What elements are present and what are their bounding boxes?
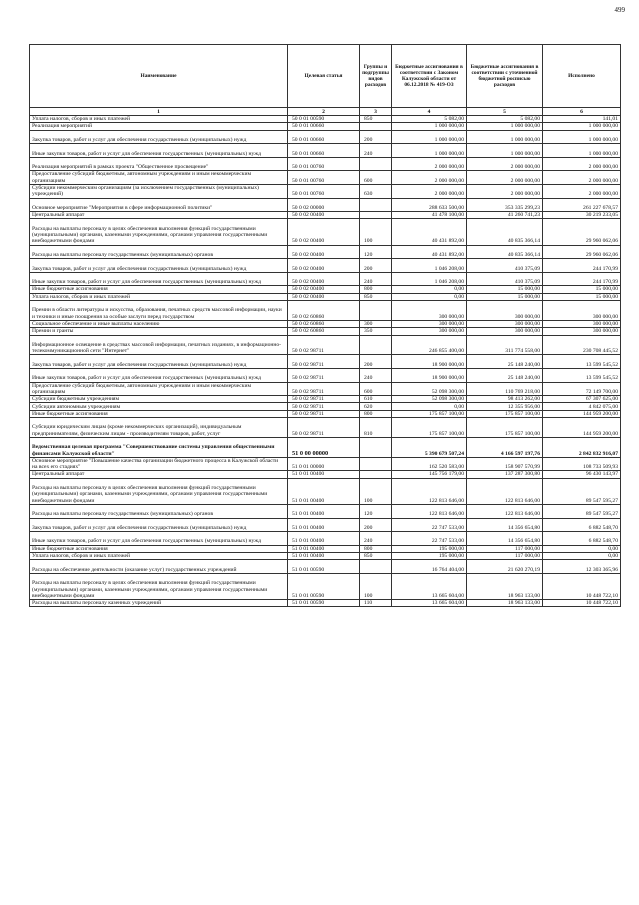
table-row <box>30 320 621 327</box>
row-expense-group-cell: 120 <box>360 245 392 259</box>
table-row <box>30 532 621 546</box>
row-target-article-cell: 50 0 02 00400 <box>288 286 360 293</box>
row-budget-refined-cell: 122 813 646,00 <box>467 504 543 518</box>
row-name-cell: Субсидии некоммерческим организациям (за исключением государственных (муниципальных) учреждений) <box>30 184 288 198</box>
table-body <box>30 116 621 607</box>
row-target-article-cell: 50 0 02 00400 <box>288 212 360 219</box>
row-target-article-cell: 50 0 02 98711 <box>288 355 360 369</box>
row-budget-law-cell: 13 665 604,00 <box>392 600 467 607</box>
table-row <box>30 410 621 417</box>
row-budget-refined-cell: 4 166 597 197,76 <box>467 437 543 457</box>
row-target-article-cell: 50 0 02 98711 <box>288 382 360 396</box>
row-expense-group-cell <box>360 301 392 321</box>
row-name-cell: Закупка товаров, работ и услуг для обеспечения государственных (муниципальных) нужд <box>30 259 288 273</box>
row-expense-group-cell <box>360 471 392 478</box>
row-target-article-cell: 50 0 01 00660 <box>288 123 360 130</box>
row-name-cell: Предоставление субсидий бюджетным, автономным учреждениям и иным некоммерческим организациям <box>30 382 288 396</box>
row-target-article-cell: 51 0 01 00400 <box>288 471 360 478</box>
row-expense-group-cell <box>360 437 392 457</box>
table-row <box>30 600 621 607</box>
row-budget-law-cell: 145 756 179,00 <box>392 471 467 478</box>
row-expense-group-cell: 610 <box>360 396 392 403</box>
row-budget-refined-cell: 2 000 000,00 <box>467 184 543 198</box>
row-budget-law-cell: 300 000,00 <box>392 301 467 321</box>
row-target-article-cell: 51 0 01 00590 <box>288 560 360 574</box>
row-target-article-cell: 51 0 00 00000 <box>288 437 360 457</box>
row-budget-law-cell: 2 000 000,00 <box>392 157 467 171</box>
row-budget-refined-cell: 41 260 741,23 <box>467 212 543 219</box>
row-budget-refined-cell: 5 082,00 <box>467 116 543 123</box>
row-budget-law-cell: 40 431 892,00 <box>392 219 467 245</box>
table-row <box>30 418 621 438</box>
row-budget-refined-cell: 117 000,00 <box>467 553 543 560</box>
row-name-cell: Основное мероприятие "Повышение качества организации бюджетного процесса в Калужской области на всех его стадиях" <box>30 457 288 471</box>
row-executed-cell: 261 227 678,57 <box>543 198 621 212</box>
row-budget-law-cell: 1 000 000,00 <box>392 130 467 144</box>
row-budget-refined-cell: 110 769 218,00 <box>467 382 543 396</box>
row-target-article-cell: 51 0 01 00590 <box>288 600 360 607</box>
row-executed-cell: 244 170,99 <box>543 259 621 273</box>
row-executed-cell: 1 000 000,00 <box>543 123 621 130</box>
table-row <box>30 286 621 293</box>
row-budget-refined-cell: 25 148 240,00 <box>467 368 543 382</box>
row-executed-cell: 0,00 <box>543 553 621 560</box>
table-row <box>30 437 621 457</box>
row-target-article-cell: 50 0 02 98711 <box>288 368 360 382</box>
row-executed-cell: 0,00 <box>543 545 621 552</box>
row-budget-refined-cell: 300 000,00 <box>467 301 543 321</box>
row-budget-law-cell: 175 857 100,00 <box>392 410 467 417</box>
row-target-article-cell: 50 0 01 00660 <box>288 130 360 144</box>
table-row <box>30 457 621 471</box>
row-name-cell: Иные бюджетные ассигнования <box>30 286 288 293</box>
table-row <box>30 504 621 518</box>
row-executed-cell: 10 448 722,10 <box>543 573 621 599</box>
row-budget-law-cell: 2 000 000,00 <box>392 184 467 198</box>
row-budget-refined-cell: 158 907 570,99 <box>467 457 543 471</box>
row-executed-cell: 29 960 062,06 <box>543 245 621 259</box>
row-target-article-cell: 51 0 01 00590 <box>288 573 360 599</box>
row-budget-law-cell: 1 046 208,00 <box>392 259 467 273</box>
row-executed-cell: 6 882 548,70 <box>543 518 621 532</box>
column-number: 3 <box>360 108 392 116</box>
row-expense-group-cell: 850 <box>360 553 392 560</box>
row-expense-group-cell: 200 <box>360 130 392 144</box>
row-budget-law-cell: 0,00 <box>392 286 467 293</box>
row-name-cell: Иные закупки товаров, работ и услуг для обеспечения государственных (муниципальных) нужд <box>30 532 288 546</box>
header-budget-refined: Бюджетные ассигнования в соответствии с уточненной бюджетной росписью расходов <box>467 45 543 108</box>
row-budget-refined-cell: 18 963 133,00 <box>467 600 543 607</box>
row-budget-refined-cell: 410 375,09 <box>467 272 543 286</box>
row-expense-group-cell: 240 <box>360 144 392 158</box>
row-name-cell: Расходы на выплаты персоналу в целях обеспечения выполнения функций государственными (муниципальными) органами, казенными учреждениями, органами управления государственными внебюджетными фондами <box>30 478 288 504</box>
row-expense-group-cell: 300 <box>360 320 392 327</box>
header-budget-law: Бюджетные ассигнования в соответствии с Законом Калужской области от 06.12.2018 № 419-ОЗ <box>392 45 467 108</box>
row-budget-refined-cell: 15 000,00 <box>467 293 543 300</box>
row-executed-cell: 89 547 595,27 <box>543 478 621 504</box>
row-expense-group-cell: 110 <box>360 600 392 607</box>
row-name-cell: Уплата налогов, сборов и иных платежей <box>30 293 288 300</box>
table-row <box>30 545 621 552</box>
row-budget-law-cell: 5 082,00 <box>392 116 467 123</box>
row-executed-cell: 67 307 625,00 <box>543 396 621 403</box>
table-row <box>30 123 621 130</box>
row-budget-law-cell: 1 000 000,00 <box>392 144 467 158</box>
column-number: 1 <box>30 108 288 116</box>
row-executed-cell: 144 959 200,00 <box>543 410 621 417</box>
header-executed: Исполнено <box>543 45 621 108</box>
row-target-article-cell: 51 0 01 00400 <box>288 553 360 560</box>
row-name-cell: Иные закупки товаров, работ и услуг для обеспечения государственных (муниципальных) нужд <box>30 368 288 382</box>
row-target-article-cell: 51 0 01 00400 <box>288 504 360 518</box>
row-budget-refined-cell: 353 335 299,23 <box>467 198 543 212</box>
row-name-cell: Закупка товаров, работ и услуг для обеспечения государственных (муниципальных) нужд <box>30 130 288 144</box>
row-name-cell: Субсидии бюджетным учреждениям <box>30 396 288 403</box>
row-budget-refined-cell: 14 356 654,80 <box>467 532 543 546</box>
column-number: 5 <box>467 108 543 116</box>
row-expense-group-cell: 200 <box>360 355 392 369</box>
row-expense-group-cell <box>360 560 392 574</box>
row-budget-law-cell: 300 000,00 <box>392 320 467 327</box>
row-budget-refined-cell: 2 000 000,00 <box>467 171 543 185</box>
header-name: Наименование <box>30 45 288 108</box>
row-executed-cell: 12 303 365,96 <box>543 560 621 574</box>
row-target-article-cell: 50 0 02 98711 <box>288 403 360 410</box>
row-executed-cell: 2 000 000,00 <box>543 157 621 171</box>
row-name-cell: Расходы на выплаты персоналу государственных (муниципальных) органов <box>30 504 288 518</box>
row-name-cell: Расходы на обеспечение деятельности (оказание услуг) государственных учреждений <box>30 560 288 574</box>
row-executed-cell: 141,01 <box>543 116 621 123</box>
row-expense-group-cell: 600 <box>360 171 392 185</box>
table-row <box>30 144 621 158</box>
row-budget-law-cell: 16 764 404,00 <box>392 560 467 574</box>
row-budget-refined-cell: 15 000,00 <box>467 286 543 293</box>
header-expense-groups: Группы и подгруппы видов расходов <box>360 45 392 108</box>
row-budget-law-cell: 22 747 533,00 <box>392 532 467 546</box>
table-row <box>30 553 621 560</box>
row-budget-refined-cell: 25 148 240,00 <box>467 355 543 369</box>
row-target-article-cell: 50 0 02 98711 <box>288 396 360 403</box>
row-budget-law-cell: 1 046 208,00 <box>392 272 467 286</box>
table-row <box>30 355 621 369</box>
column-number: 4 <box>392 108 467 116</box>
row-budget-refined-cell: 175 857 100,00 <box>467 410 543 417</box>
row-name-cell: Иные закупки товаров, работ и услуг для обеспечения государственных (муниципальных) нужд <box>30 144 288 158</box>
row-budget-law-cell: 52 098 300,00 <box>392 382 467 396</box>
row-budget-refined-cell: 18 963 133,00 <box>467 573 543 599</box>
table-row <box>30 245 621 259</box>
row-budget-law-cell: 0,00 <box>392 293 467 300</box>
row-budget-law-cell: 22 747 533,00 <box>392 518 467 532</box>
row-executed-cell: 2 842 832 916,07 <box>543 437 621 457</box>
row-name-cell: Премии и гранты <box>30 328 288 335</box>
row-budget-law-cell: 13 665 604,00 <box>392 573 467 599</box>
row-expense-group-cell: 240 <box>360 532 392 546</box>
row-expense-group-cell <box>360 335 392 355</box>
column-number: 6 <box>543 108 621 116</box>
row-budget-refined-cell: 1 000 000,00 <box>467 144 543 158</box>
row-expense-group-cell: 350 <box>360 328 392 335</box>
table-row <box>30 301 621 321</box>
table-row <box>30 396 621 403</box>
row-name-cell: Расходы на выплаты персоналу казенных учреждений <box>30 600 288 607</box>
row-expense-group-cell: 200 <box>360 259 392 273</box>
row-expense-group-cell: 810 <box>360 418 392 438</box>
row-name-cell: Реализация мероприятий <box>30 123 288 130</box>
row-expense-group-cell: 240 <box>360 368 392 382</box>
row-name-cell: Предоставление субсидий бюджетным, автономным учреждениям и иным некоммерческим организациям <box>30 171 288 185</box>
row-executed-cell: 1 000 000,00 <box>543 144 621 158</box>
budget-table <box>29 44 621 607</box>
table-row <box>30 116 621 123</box>
header-target-article: Целевая статья <box>288 45 360 108</box>
row-name-cell: Расходы на выплаты персоналу государственных (муниципальных) органов <box>30 245 288 259</box>
row-executed-cell: 89 547 595,27 <box>543 504 621 518</box>
table-row <box>30 171 621 185</box>
table-row <box>30 328 621 335</box>
row-target-article-cell: 50 0 01 00590 <box>288 116 360 123</box>
row-executed-cell: 13 599 545,52 <box>543 355 621 369</box>
row-name-cell: Иные бюджетные ассигнования <box>30 545 288 552</box>
table-row <box>30 471 621 478</box>
row-expense-group-cell <box>360 212 392 219</box>
row-target-article-cell: 50 0 02 98711 <box>288 410 360 417</box>
row-budget-refined-cell: 175 857 100,00 <box>467 418 543 438</box>
row-target-article-cell: 50 0 01 00760 <box>288 184 360 198</box>
row-name-cell: Иные бюджетные ассигнования <box>30 410 288 417</box>
row-target-article-cell: 51 0 01 00400 <box>288 545 360 552</box>
row-budget-law-cell: 2 000 000,00 <box>392 171 467 185</box>
row-budget-refined-cell: 410 375,09 <box>467 259 543 273</box>
row-name-cell: Премии в области литературы и искусства, образования, печатных средств массовой информации, науки и техники и иные поощрения за особые заслуги перед государством <box>30 301 288 321</box>
row-target-article-cell: 51 0 01 00400 <box>288 478 360 504</box>
column-number-row <box>30 108 621 116</box>
row-budget-law-cell: 300 000,00 <box>392 328 467 335</box>
row-executed-cell: 108 733 509,93 <box>543 457 621 471</box>
row-budget-refined-cell: 117 000,00 <box>467 545 543 552</box>
row-expense-group-cell: 800 <box>360 286 392 293</box>
row-budget-refined-cell: 40 835 366,14 <box>467 219 543 245</box>
row-budget-refined-cell: 300 000,00 <box>467 320 543 327</box>
row-executed-cell: 2 000 000,00 <box>543 171 621 185</box>
row-executed-cell: 15 000,00 <box>543 293 621 300</box>
row-expense-group-cell <box>360 157 392 171</box>
row-budget-law-cell: 122 813 646,00 <box>392 478 467 504</box>
row-budget-law-cell: 1 000 000,00 <box>392 123 467 130</box>
table-row <box>30 219 621 245</box>
row-name-cell: Субсидии юридическим лицам (кроме некоммерческих организаций), индивидуальным предпринимателям, физическим лицам - производителям товаров, работ, услуг <box>30 418 288 438</box>
row-target-article-cell: 50 0 02 60860 <box>288 301 360 321</box>
row-expense-group-cell: 800 <box>360 545 392 552</box>
row-budget-law-cell: 195 000,00 <box>392 553 467 560</box>
row-executed-cell: 13 599 545,52 <box>543 368 621 382</box>
row-executed-cell: 15 000,00 <box>543 286 621 293</box>
table-row <box>30 560 621 574</box>
row-budget-refined-cell: 300 000,00 <box>467 328 543 335</box>
row-expense-group-cell: 100 <box>360 219 392 245</box>
table-row <box>30 272 621 286</box>
row-name-cell: Основное мероприятие "Мероприятия в сфере информационной политики" <box>30 198 288 212</box>
row-executed-cell: 300 000,00 <box>543 328 621 335</box>
row-target-article-cell: 50 0 02 00000 <box>288 198 360 212</box>
row-budget-refined-cell: 311 774 558,00 <box>467 335 543 355</box>
row-executed-cell: 6 882 548,70 <box>543 532 621 546</box>
row-target-article-cell: 50 0 02 98711 <box>288 335 360 355</box>
row-target-article-cell: 50 0 02 60860 <box>288 320 360 327</box>
row-executed-cell: 144 959 200,00 <box>543 418 621 438</box>
row-budget-law-cell: 195 000,00 <box>392 545 467 552</box>
row-name-cell: Расходы на выплаты персоналу в целях обеспечения выполнения функций государственными (муниципальными) органами, казенными учреждениями, органами управления государственными внебюджетными фондами <box>30 573 288 599</box>
table-row <box>30 478 621 504</box>
row-executed-cell: 230 708 445,52 <box>543 335 621 355</box>
row-executed-cell: 30 219 233,05 <box>543 212 621 219</box>
row-expense-group-cell: 630 <box>360 184 392 198</box>
row-expense-group-cell: 620 <box>360 403 392 410</box>
table-row <box>30 184 621 198</box>
row-target-article-cell: 50 0 02 60860 <box>288 328 360 335</box>
table-row <box>30 335 621 355</box>
table-row <box>30 130 621 144</box>
row-target-article-cell: 50 0 02 98711 <box>288 418 360 438</box>
table-row <box>30 518 621 532</box>
row-expense-group-cell <box>360 198 392 212</box>
row-target-article-cell: 50 0 01 00660 <box>288 144 360 158</box>
row-budget-refined-cell: 21 620 270,19 <box>467 560 543 574</box>
row-executed-cell: 29 960 062,06 <box>543 219 621 245</box>
row-target-article-cell: 51 0 01 00400 <box>288 532 360 546</box>
row-budget-law-cell: 0,00 <box>392 403 467 410</box>
row-budget-law-cell: 122 813 646,00 <box>392 504 467 518</box>
row-name-cell: Социальное обеспечение и иные выплаты населению <box>30 320 288 327</box>
row-target-article-cell: 50 0 01 00760 <box>288 157 360 171</box>
row-name-cell: Иные закупки товаров, работ и услуг для обеспечения государственных (муниципальных) нужд <box>30 272 288 286</box>
row-budget-law-cell: 40 431 892,00 <box>392 245 467 259</box>
row-budget-refined-cell: 40 835 366,14 <box>467 245 543 259</box>
row-executed-cell: 4 842 075,00 <box>543 403 621 410</box>
row-budget-refined-cell: 12 355 956,00 <box>467 403 543 410</box>
row-expense-group-cell: 200 <box>360 518 392 532</box>
row-expense-group-cell: 100 <box>360 573 392 599</box>
row-executed-cell: 10 448 722,10 <box>543 600 621 607</box>
row-target-article-cell: 50 0 02 00400 <box>288 219 360 245</box>
row-name-cell: Информационное освещение в средствах массовой информации, печатных изданиях, в информационно-телекоммуникационной сети "Интернет" <box>30 335 288 355</box>
row-name-cell: Ведомственная целевая программа "Совершенствование системы управления общественными финансами Калужской области" <box>30 437 288 457</box>
row-budget-refined-cell: 137 287 300,80 <box>467 471 543 478</box>
row-target-article-cell: 50 0 02 00400 <box>288 272 360 286</box>
row-budget-law-cell: 288 633 500,00 <box>392 198 467 212</box>
table-row <box>30 573 621 599</box>
row-target-article-cell: 50 0 02 00400 <box>288 245 360 259</box>
row-budget-law-cell: 246 855 400,00 <box>392 335 467 355</box>
row-budget-law-cell: 18 900 000,00 <box>392 368 467 382</box>
table-row <box>30 382 621 396</box>
row-target-article-cell: 50 0 02 00400 <box>288 293 360 300</box>
row-budget-refined-cell: 98 413 262,00 <box>467 396 543 403</box>
row-budget-refined-cell: 1 000 000,00 <box>467 123 543 130</box>
row-expense-group-cell: 850 <box>360 116 392 123</box>
row-executed-cell: 300 000,00 <box>543 301 621 321</box>
table-row <box>30 403 621 410</box>
column-number: 2 <box>288 108 360 116</box>
row-expense-group-cell: 850 <box>360 293 392 300</box>
row-expense-group-cell: 240 <box>360 272 392 286</box>
row-name-cell: Закупка товаров, работ и услуг для обеспечения государственных (муниципальных) нужд <box>30 355 288 369</box>
row-expense-group-cell: 600 <box>360 382 392 396</box>
row-name-cell: Центральный аппарат <box>30 471 288 478</box>
row-expense-group-cell: 800 <box>360 410 392 417</box>
row-target-article-cell: 50 0 02 00400 <box>288 259 360 273</box>
row-name-cell: Субсидии автономным учреждениям <box>30 403 288 410</box>
row-name-cell: Уплата налогов, сборов и иных платежей <box>30 553 288 560</box>
table-row <box>30 293 621 300</box>
row-executed-cell: 96 430 143,97 <box>543 471 621 478</box>
table-row <box>30 368 621 382</box>
header-row <box>30 45 621 108</box>
row-budget-refined-cell: 14 356 654,80 <box>467 518 543 532</box>
row-target-article-cell: 50 0 01 00760 <box>288 171 360 185</box>
row-budget-law-cell: 5 390 679 507,24 <box>392 437 467 457</box>
row-executed-cell: 72 149 700,00 <box>543 382 621 396</box>
row-executed-cell: 244 170,99 <box>543 272 621 286</box>
row-budget-law-cell: 162 520 583,00 <box>392 457 467 471</box>
row-name-cell: Закупка товаров, работ и услуг для обеспечения государственных (муниципальных) нужд <box>30 518 288 532</box>
row-executed-cell: 300 000,00 <box>543 320 621 327</box>
row-expense-group-cell <box>360 457 392 471</box>
row-name-cell: Уплата налогов, сборов и иных платежей <box>30 116 288 123</box>
row-name-cell: Реализация мероприятий в рамках проекта "Общественное просвещение" <box>30 157 288 171</box>
row-budget-law-cell: 175 857 100,00 <box>392 418 467 438</box>
row-budget-law-cell: 18 900 000,00 <box>392 355 467 369</box>
row-budget-refined-cell: 1 000 000,00 <box>467 130 543 144</box>
row-target-article-cell: 51 0 01 00000 <box>288 457 360 471</box>
row-name-cell: Расходы на выплаты персоналу в целях обеспечения выполнения функций государственными (муниципальными) органами, казенными учреждениями, органами управления государственными внебюджетными фондами <box>30 219 288 245</box>
table-row <box>30 198 621 212</box>
table-row <box>30 212 621 219</box>
table-row <box>30 157 621 171</box>
row-budget-law-cell: 52 098 300,00 <box>392 396 467 403</box>
table-row <box>30 259 621 273</box>
row-expense-group-cell: 100 <box>360 478 392 504</box>
row-expense-group-cell <box>360 123 392 130</box>
row-expense-group-cell: 120 <box>360 504 392 518</box>
row-name-cell: Центральный аппарат <box>30 212 288 219</box>
row-target-article-cell: 51 0 01 00400 <box>288 518 360 532</box>
row-executed-cell: 2 000 000,00 <box>543 184 621 198</box>
row-budget-law-cell: 41 478 100,00 <box>392 212 467 219</box>
row-budget-refined-cell: 122 813 646,00 <box>467 478 543 504</box>
row-executed-cell: 1 000 000,00 <box>543 130 621 144</box>
page-number: 499 <box>614 6 625 14</box>
row-budget-refined-cell: 2 000 000,00 <box>467 157 543 171</box>
